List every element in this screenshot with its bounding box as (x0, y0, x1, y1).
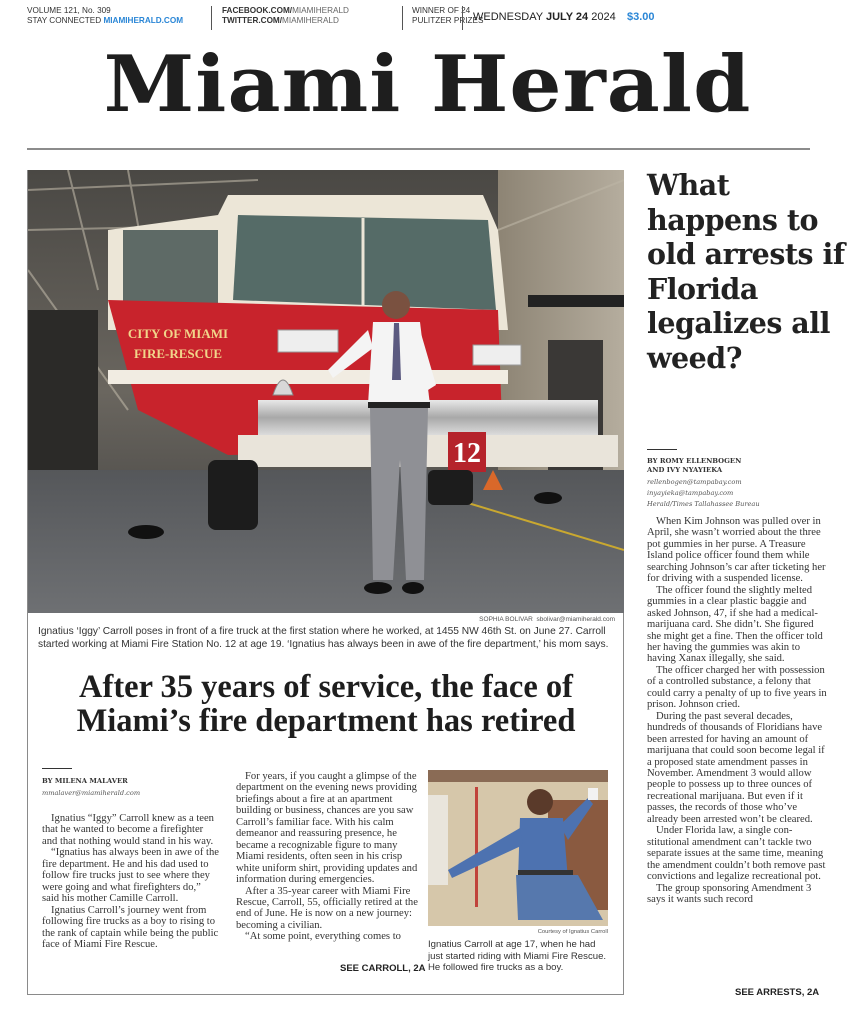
bureau: Herald/Times Tallahassee Bureau (647, 500, 760, 508)
byline-email[interactable]: mmalaver@miamiherald.com (42, 789, 141, 797)
truck-door-text-2: FIRE-RESCUE (133, 346, 223, 361)
jump-link-arrests[interactable]: SEE ARRESTS, 2A (735, 987, 820, 998)
paragraph: For years, if you caught a glimpse of the department on the evening news providing briefings about a fire at an apartment building or business, chances are you saw Carroll’s familiar face. With his calm demeanor and reassuring presence, he became a recognizable figure to many Miami residents, often seen in his crisp white uniform shirt, providing updates and information during emergencies. (236, 771, 418, 886)
paragraph: After a 35-year career with Miami Fire Rescue, Carroll, 55, officially retired at the end of June. He is now on a new journey: becoming a civilian. (236, 885, 418, 931)
issue-price: $3.00 (627, 11, 655, 23)
pulitzer-badge: WINNER OF 24 PULITZER PRIZES (402, 6, 483, 30)
paragraph: “At some point, everything comes to (245, 931, 401, 943)
masthead (0, 30, 855, 140)
small-photo (428, 770, 608, 926)
photo-credit: SOPHIA BOLIVAR sbolivar@miamiherald.com (479, 616, 615, 623)
paragraph: Ignatius Carroll’s journey went from following fire trucks as a boy to rising to the rank of captain while being the public face of Miami Fire Rescue. (42, 904, 219, 950)
byline-rule (42, 768, 72, 769)
article-column-1 (42, 813, 220, 950)
issue-date: WEDNESDAY JULY 24 2024 (462, 6, 616, 30)
paragraph: Ignatius “Iggy” Carroll knew as a teen that he wanted to become a firefighter and that nothing would stand in his way. (42, 813, 214, 847)
jump-link-carroll[interactable]: SEE CARROLL, 2A (340, 963, 426, 974)
main-headline[interactable]: After 35 years of service, the face of Miami’s fire department has retired (76, 669, 576, 739)
email-1[interactable]: rellenbogen@tampabay.com (647, 478, 742, 486)
small-photo-caption: Ignatius Carroll at age 17, when he had just started riding with Miami Fire Rescue. He followed fire trucks as a boy. (428, 939, 607, 974)
side-byline: BY ROMY ELLENBOGEN AND IVY NYAYIEKA (647, 457, 742, 474)
facebook-link[interactable]: FACEBOOK.COM/MIAMIHERALD (222, 6, 349, 15)
side-byline-emails (647, 477, 760, 510)
top-info-bar (27, 6, 827, 30)
volume-info (27, 6, 183, 26)
truck-door-text-1: CITY OF MIAMI (127, 326, 229, 341)
article-column-2 (236, 771, 418, 943)
paragraph: “Ignatius has always been in awe of the fire department. He and his dad used to follow fire trucks just to see where they were going and what firefighters do,” said his mother Camille Carroll. (42, 847, 219, 905)
paragraph: When Kim Johnson was pulled over in April, she wasn’t worried about the three pot gummies in her purse. A Treasure Island police officer found them while searching Johnson’s car after ticketing her for driving with a suspended license. (647, 516, 826, 585)
website-link[interactable]: MIAMIHERALD.COM (103, 16, 184, 25)
masthead-rule (27, 148, 810, 150)
fire-truck-photo (28, 170, 624, 613)
side-article-column (647, 516, 827, 905)
twitter-link[interactable]: TWITTER.COM/MIAMIHERALD (222, 16, 339, 25)
young-carroll-photo (428, 770, 608, 926)
main-story (27, 170, 624, 995)
paragraph: During the past several decades, hundreds of thousands of Floridians have been arrested for having an amount of marijuana that could soon become legal if a proposed state amendment passes in November. Amendment 3 would allow people to possess up to three ounces of recreational marijuana. But even if it passes, the records of those who’ve already been arrested won’t be cleared. (647, 710, 825, 825)
social-links (211, 6, 349, 30)
hero-caption: Ignatius ‘Iggy’ Carroll poses in front of a fire truck at the first station where he worked, at 1455 NW 46th St. on June 27. Carroll started working at Miami Fire Station No. 12 at age 19. ‘Ignatius has always been in awe of the fire department,’ his mom says. (38, 626, 609, 650)
paragraph: Under Florida law, a single constitutional amendment can’t tackle two separate issues at the same time, meaning the amendment couldn’t both remove past convictions and legalize recreational pot. (647, 825, 826, 883)
byline: BY MILENA MALAVER (42, 777, 128, 785)
paragraph: The officer found the slightly melted gummies in a clear plastic baggie and asked Johnson, 47, if she had a medical-marijuana card. She didn’t. She figured she might get a fine. Then the officer told her having the gummies was akin to having Xanax illegally, she said. (647, 584, 823, 665)
truck-number: 12 (453, 438, 481, 469)
side-byline-rule (647, 449, 677, 450)
newspaper-logo: Miami Herald (103, 39, 752, 130)
volume-number: VOLUME 121, No. 309 (27, 6, 111, 15)
stay-connected: STAY CONNECTED MIAMIHERALD.COM (27, 16, 184, 25)
hero-photo (28, 170, 624, 613)
paragraph: The group sponsoring Amendment 3 says it wants such record (647, 882, 812, 905)
small-photo-credit: Courtesy of Ignatius Carroll (537, 929, 608, 935)
email-2[interactable]: inyayieka@tampabay.com (647, 489, 734, 497)
paragraph: The officer charged her with possession of a controlled substance, a felony that could carry a penalty of up to five years in prison. Johnson cried. (647, 664, 827, 711)
side-headline[interactable]: What happens to old arrests if Florida legalizes all weed? (647, 168, 845, 375)
